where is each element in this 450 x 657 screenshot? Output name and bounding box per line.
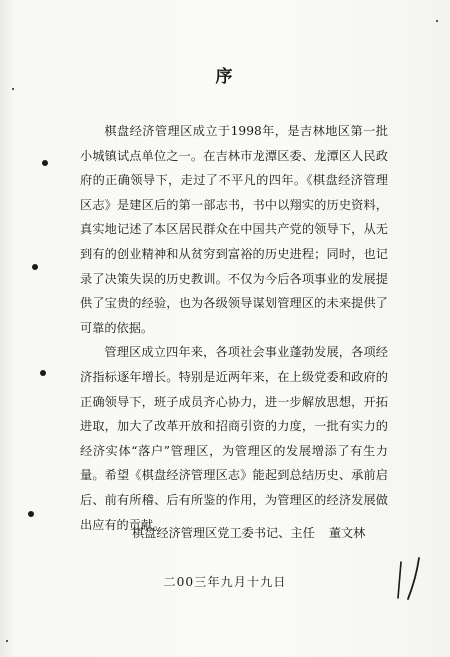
- signature-line: [132, 524, 432, 541]
- handwritten-mark: [393, 556, 427, 600]
- binding-hole-mark: [42, 160, 48, 166]
- binding-hole-mark: [32, 264, 38, 270]
- binding-hole-mark: [40, 370, 46, 376]
- preface-body: [80, 119, 388, 537]
- signature-name: 董文林: [328, 526, 366, 540]
- scan-speck: [6, 640, 8, 642]
- paragraph-2: 管理区成立四年来，各项社会事业蓬勃发展，各项经济指标逐年增长。特别是近两年来，在上级党委和政府的正确领导下，班子成员齐心协力，进一步解放思想，开拓进取，加大了改革开放和招商引资的力度，一批有实力的经济实体“落户”管理区，为管理区的发展增添了有生力量。希望《棋盘经济管理区志》能起到总结历史、承前启后、前有所稽、后有所鉴的作用，为管理区的经济发展做出应有的贡献。: [80, 345, 388, 532]
- page-title: 序: [215, 67, 235, 87]
- binding-hole-mark: [28, 511, 34, 517]
- signature-title: 棋盘经济管理区党工委书记、主任: [132, 526, 315, 540]
- scan-speck: [436, 20, 438, 22]
- paragraph-1: 棋盘经济管理区成立于1998年，是吉林地区第一批小城镇试点单位之一。在吉林市龙潭区委、龙潭区人民政府的正确领导下，走过了不平凡的四年。《棋盘经济管理区志》是建区后的第一部志书，书中以翔实的历史资料，真实地记述了本区居民群众在中国共产党的领导下，从无到有的创业精神和从贫穷到富裕的历史进程；同时，也记录了决策失误的历史教训。不仅为今后各项事业的发展提供了宝贵的经验，也为各级领导谋划管理区的未来提供了可靠的依据。: [80, 124, 388, 335]
- date-line: 二00三年九月十九日: [163, 575, 287, 589]
- scan-speck: [12, 88, 14, 90]
